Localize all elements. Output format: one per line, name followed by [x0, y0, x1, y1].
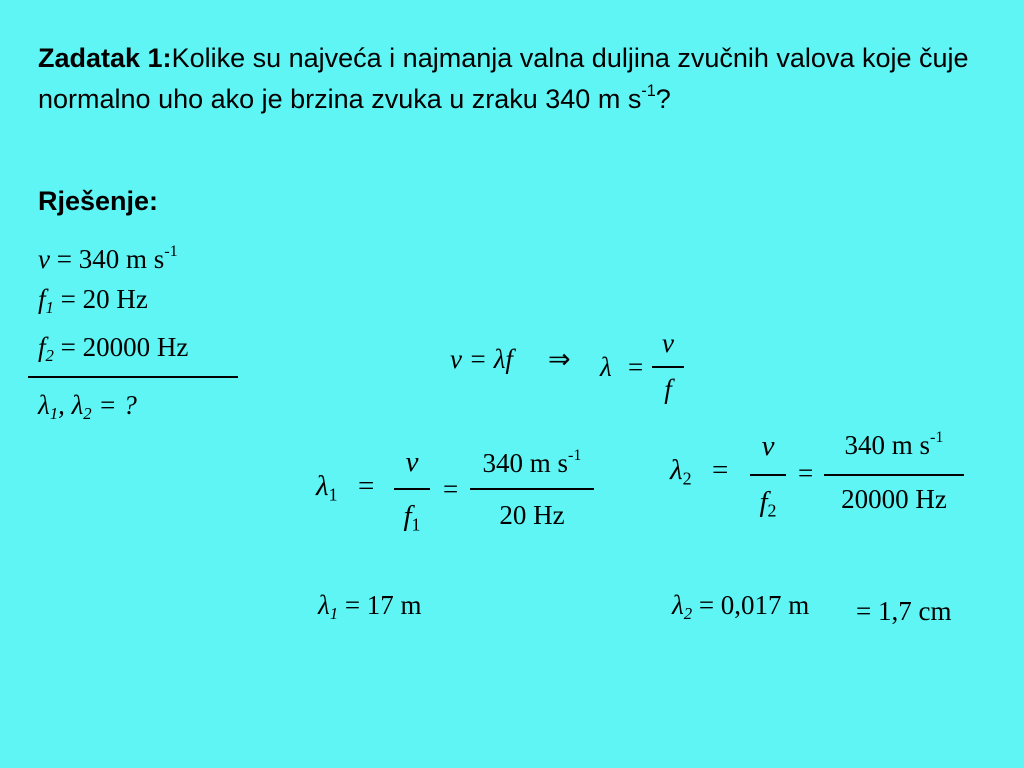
calc1-numerator-1: v — [405, 446, 419, 478]
given-f2-sub: 2 — [45, 346, 54, 366]
result1-lambda-sub: 1 — [329, 604, 339, 624]
calc2-fraction-bar-1 — [750, 474, 786, 476]
given-f2 — [38, 332, 189, 366]
result2-conversion: = 1,7 cm — [856, 596, 952, 626]
calc2-den1-sub: 2 — [767, 500, 777, 521]
given-f2-value: = 20000 Hz — [53, 332, 189, 362]
unknown-lambda1-sub: 1 — [49, 404, 59, 424]
unknown-lambda2-sub: 2 — [83, 404, 92, 424]
unknown-lambda2: λ — [71, 390, 84, 420]
result-lambda2 — [672, 590, 810, 624]
calc1-equals-1: = — [358, 470, 375, 502]
calc2-den1-symbol: f — [759, 486, 768, 518]
unknown-lambda1: λ — [38, 390, 50, 420]
given-f1-value: = 20 Hz — [53, 284, 148, 314]
calc2-lambda — [670, 454, 692, 487]
calc2-num2-text: 340 m s — [844, 430, 931, 460]
calc1-num2-text: 340 m s — [482, 448, 569, 478]
given-v — [38, 241, 178, 275]
formula-numerator: v — [662, 328, 674, 358]
implies-icon: ⇒ — [548, 344, 571, 374]
calc1-lambda-symbol: λ — [316, 470, 329, 502]
calc1-fraction-bar-1 — [394, 488, 430, 490]
calc1-denominator-2: 20 Hz — [499, 500, 565, 530]
given-v-symbol: v — [38, 244, 50, 274]
unknown-separator: , — [58, 390, 72, 420]
given-f1-symbol: f — [38, 284, 46, 314]
calc1-num2-sup: -1 — [568, 445, 582, 464]
calc2-equals-1: = — [712, 454, 729, 486]
formula-fraction-bar — [652, 366, 684, 368]
solution-heading: Rješenje: — [38, 186, 159, 216]
calc1-lambda-sub: 1 — [328, 484, 338, 505]
task-text-end: ? — [655, 84, 671, 114]
given-f2-symbol: f — [38, 332, 46, 362]
calc2-lambda-symbol: λ — [670, 454, 683, 486]
calc1-denominator-1 — [392, 500, 432, 533]
calc2-fraction-bar-2 — [824, 474, 964, 476]
given-v-value: = 340 m s — [49, 244, 165, 274]
result2-lambda-symbol: λ — [672, 590, 684, 620]
calc2-denominator-1 — [748, 486, 788, 519]
calc2-equals-2: = — [798, 458, 814, 488]
given-v-sup: -1 — [164, 241, 178, 260]
calc1-fraction-bar-2 — [470, 488, 594, 490]
formula-denominator: f — [664, 374, 672, 404]
calc1-numerator-2 — [468, 445, 596, 479]
task-label: Zadatak 1: — [38, 43, 172, 73]
given-divider — [28, 376, 238, 378]
calc1-den1-sub: 1 — [411, 514, 421, 535]
unknown-question: = ? — [91, 390, 137, 420]
given-f1-sub: 1 — [45, 298, 54, 318]
task-text: Kolike su najveća i najmanja valna duljina zvučnih valova koje čuje normalno uho ako je brzina zvuka u zraku 340 m s — [38, 43, 969, 114]
result2-lambda-sub: 2 — [683, 604, 693, 624]
calc1-lambda — [316, 470, 338, 503]
given-f1 — [38, 284, 148, 318]
result2-value: = 0,017 m — [692, 590, 810, 620]
calc2-denominator-2: 20000 Hz — [841, 484, 947, 514]
task-statement — [38, 38, 988, 120]
task-text-sup: -1 — [641, 81, 656, 100]
unknowns — [38, 390, 137, 424]
calc2-num2-sup: -1 — [930, 427, 944, 446]
calc2-lambda-sub: 2 — [682, 468, 692, 489]
calc1-den1-symbol: f — [403, 500, 412, 532]
formula-equals: = — [628, 352, 644, 382]
formula-lhs: v = λf — [450, 344, 513, 374]
calc1-equals-2: = — [443, 474, 459, 504]
result1-lambda-symbol: λ — [318, 590, 330, 620]
formula-lambda: λ — [600, 352, 612, 382]
calc2-numerator-1: v — [761, 430, 775, 462]
calc2-numerator-2 — [822, 427, 966, 461]
result-lambda1 — [318, 590, 422, 624]
result1-value: = 17 m — [338, 590, 422, 620]
